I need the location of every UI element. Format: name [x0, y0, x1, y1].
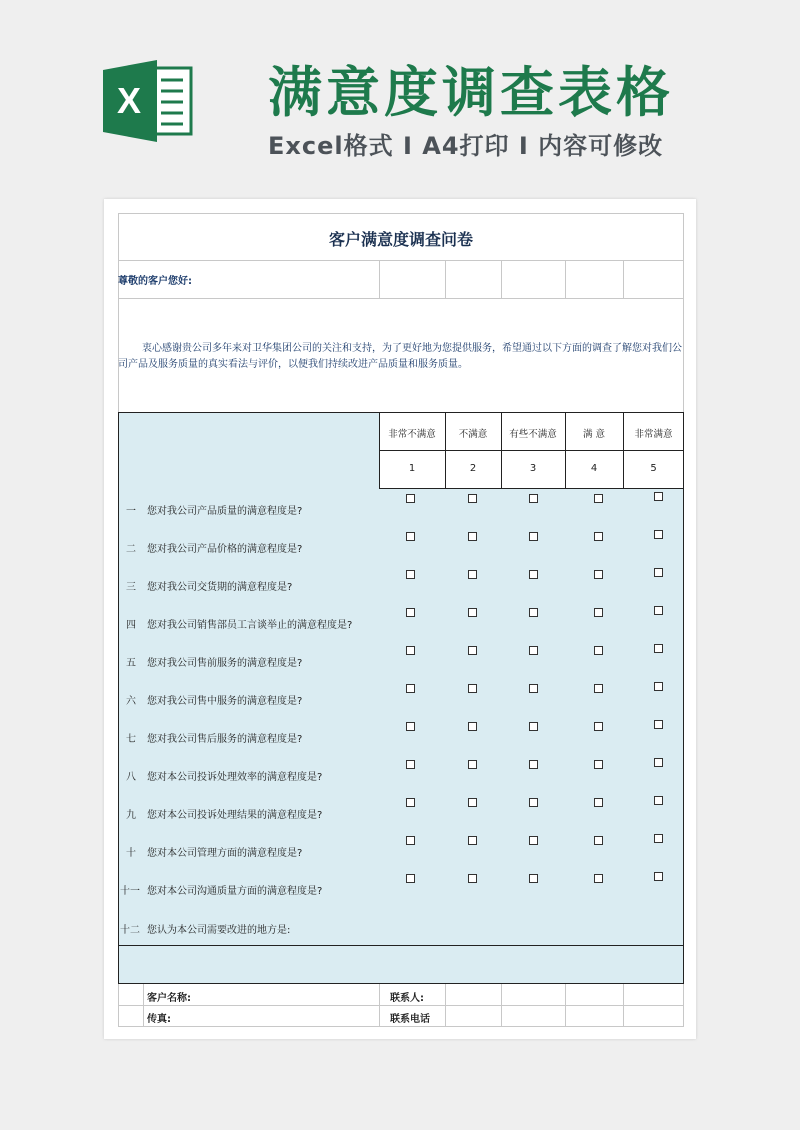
rating-checkbox-1[interactable]	[406, 608, 415, 617]
rating-checkbox-4[interactable]	[594, 722, 603, 731]
rating-checkbox-1[interactable]	[406, 570, 415, 579]
excel-logo-icon	[103, 60, 195, 142]
rating-label-2: 不满意	[458, 429, 488, 440]
rating-checkbox-3[interactable]	[529, 836, 538, 845]
rating-checkbox-5[interactable]	[654, 758, 663, 767]
rating-number-4: 4	[590, 463, 598, 474]
rating-label-1: 非常不满意	[388, 429, 436, 440]
rating-checkbox-5[interactable]	[654, 568, 663, 577]
rating-checkbox-5[interactable]	[654, 492, 663, 501]
question-text: 您对我公司交货期的满意程度是?	[147, 582, 293, 593]
rating-checkbox-1[interactable]	[406, 494, 415, 503]
rating-number-1: 1	[408, 463, 416, 474]
rating-checkbox-2[interactable]	[468, 836, 477, 845]
question-number: 一	[126, 506, 136, 517]
rating-checkbox-2[interactable]	[468, 722, 477, 731]
banner-subtitle: Excel格式 I A4打印 I 内容可修改	[268, 132, 664, 160]
question-text: 您认为本公司需要改进的地方是:	[147, 925, 291, 936]
rating-checkbox-4[interactable]	[594, 760, 603, 769]
banner-title: 满意度调查表格	[268, 61, 674, 124]
rating-checkbox-1[interactable]	[406, 874, 415, 883]
rating-checkbox-2[interactable]	[468, 608, 477, 617]
rating-checkbox-3[interactable]	[529, 570, 538, 579]
rating-checkbox-3[interactable]	[529, 608, 538, 617]
rating-checkbox-4[interactable]	[594, 798, 603, 807]
rating-checkbox-3[interactable]	[529, 646, 538, 655]
rating-checkbox-3[interactable]	[529, 874, 538, 883]
contact-label: 联系人:	[390, 993, 424, 1004]
question-number: 七	[126, 734, 136, 745]
rating-checkbox-2[interactable]	[468, 532, 477, 541]
question-text: 您对本公司沟通质量方面的满意程度是?	[147, 886, 323, 897]
document-sheet	[104, 199, 696, 1039]
rating-checkbox-1[interactable]	[406, 798, 415, 807]
rating-checkbox-2[interactable]	[468, 570, 477, 579]
question-number: 八	[126, 772, 136, 783]
rating-number-2: 2	[469, 463, 477, 474]
greeting: 尊敬的客户您好:	[118, 276, 192, 287]
question-text: 您对我公司产品价格的满意程度是?	[147, 544, 303, 555]
question-text: 您对本公司管理方面的满意程度是?	[147, 848, 303, 859]
rating-checkbox-3[interactable]	[529, 684, 538, 693]
rating-checkbox-5[interactable]	[654, 530, 663, 539]
rating-checkbox-5[interactable]	[654, 796, 663, 805]
question-number: 三	[126, 582, 136, 593]
rating-checkbox-3[interactable]	[529, 494, 538, 503]
rating-checkbox-4[interactable]	[594, 874, 603, 883]
question-number: 十二	[120, 925, 140, 936]
question-text: 您对我公司售中服务的满意程度是?	[147, 696, 303, 707]
question-text: 您对我公司售后服务的满意程度是?	[147, 734, 303, 745]
rating-label-3: 有些不满意	[509, 429, 557, 440]
rating-checkbox-2[interactable]	[468, 798, 477, 807]
rating-number-5: 5	[650, 463, 657, 474]
customer-name-label: 客户名称:	[147, 993, 191, 1004]
rating-checkbox-5[interactable]	[654, 872, 663, 881]
rating-checkbox-1[interactable]	[406, 684, 415, 693]
rating-label-5: 非常满意	[634, 429, 673, 440]
rating-checkbox-1[interactable]	[406, 836, 415, 845]
rating-checkbox-5[interactable]	[654, 720, 663, 729]
question-number: 二	[126, 544, 136, 555]
rating-checkbox-1[interactable]	[406, 722, 415, 731]
rating-checkbox-4[interactable]	[594, 570, 603, 579]
question-number: 四	[126, 620, 136, 631]
rating-checkbox-4[interactable]	[594, 532, 603, 541]
rating-checkbox-2[interactable]	[468, 684, 477, 693]
rating-checkbox-4[interactable]	[594, 684, 603, 693]
rating-checkbox-5[interactable]	[654, 644, 663, 653]
rating-checkbox-2[interactable]	[468, 760, 477, 769]
rating-checkbox-5[interactable]	[654, 682, 663, 691]
rating-checkbox-4[interactable]	[594, 608, 603, 617]
rating-checkbox-2[interactable]	[468, 874, 477, 883]
question-text: 您对我公司售前服务的满意程度是?	[147, 658, 303, 669]
question-text: 您对本公司投诉处理结果的满意程度是?	[147, 810, 323, 821]
intro-paragraph: 衷心感谢贵公司多年来对卫华集团公司的关注和支持，为了更好地为您提供服务，希望通过以下方面的调查了解您对我们公司产品及服务质量的真实看法与评价，以便我们持续改进产品质量和服务质量。	[118, 343, 682, 370]
rating-checkbox-3[interactable]	[529, 532, 538, 541]
rating-checkbox-5[interactable]	[654, 834, 663, 843]
question-text: 您对我公司销售部员工言谈举止的满意程度是?	[147, 620, 353, 631]
rating-label-4: 满 意	[582, 429, 606, 440]
question-text: 您对我公司产品质量的满意程度是?	[147, 506, 303, 517]
rating-checkbox-1[interactable]	[406, 646, 415, 655]
rating-checkbox-3[interactable]	[529, 798, 538, 807]
question-number: 五	[126, 658, 136, 669]
fax-label: 传真:	[147, 1014, 171, 1025]
rating-checkbox-2[interactable]	[468, 646, 477, 655]
rating-checkbox-4[interactable]	[594, 494, 603, 503]
rating-checkbox-3[interactable]	[529, 722, 538, 731]
question-number: 九	[126, 810, 136, 821]
rating-checkbox-1[interactable]	[406, 760, 415, 769]
logo-letter: X	[117, 80, 142, 121]
survey-title: 客户满意度调查问卷	[328, 230, 473, 249]
rating-number-3: 3	[529, 463, 537, 474]
rating-checkbox-1[interactable]	[406, 532, 415, 541]
question-number: 十	[126, 848, 136, 859]
rating-checkbox-4[interactable]	[594, 836, 603, 845]
rating-checkbox-4[interactable]	[594, 646, 603, 655]
rating-checkbox-2[interactable]	[468, 494, 477, 503]
rating-checkbox-5[interactable]	[654, 606, 663, 615]
question-number: 六	[126, 696, 136, 707]
rating-checkbox-3[interactable]	[529, 760, 538, 769]
question-text: 您对本公司投诉处理效率的满意程度是?	[147, 772, 323, 783]
question-number: 十一	[120, 886, 140, 897]
phone-label: 联系电话	[390, 1014, 430, 1025]
